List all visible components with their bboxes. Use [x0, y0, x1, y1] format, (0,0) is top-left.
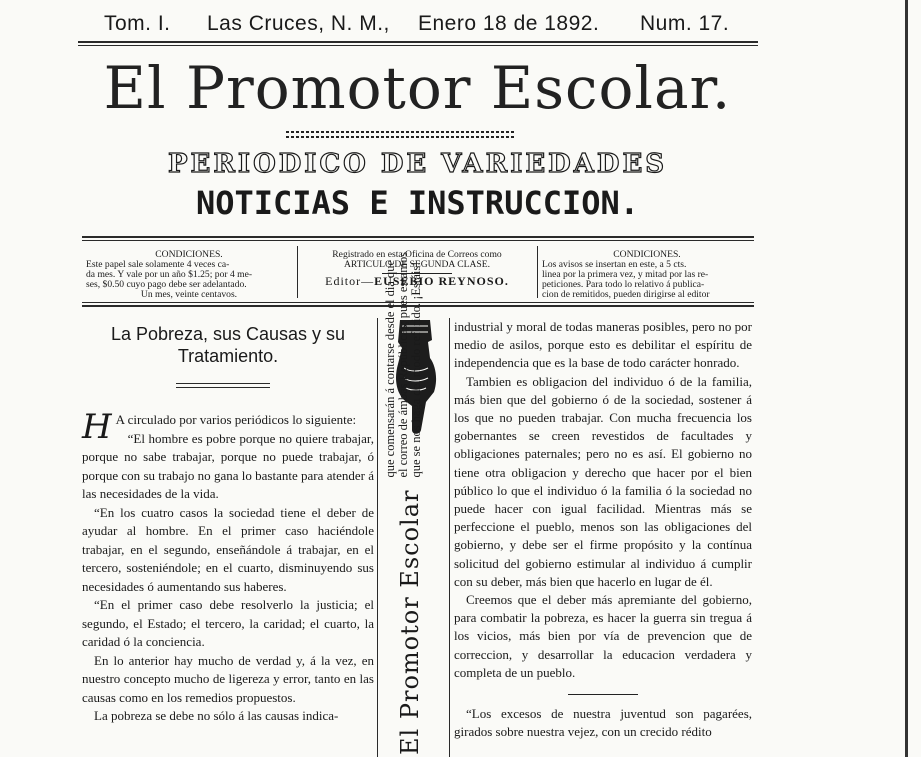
conditions-right-line: cion de remitidos, pueden dirigirse al editor [542, 289, 710, 300]
header-rule-bottom [78, 45, 758, 46]
column-paragraph: Tambien es obligacion del individuo ó de la familia, más bien que del gobierno ó de la sociedad, sostener á los que no pueden trabajar. Con mucha frecuencia los gobernantes se creen revestidos de facultades y obligaciones paternales; pero no es así. El gobierno no tiene otra obligacion y derecho que hacer por el bien público lo que el individuo ó la familia ó la sociedad no puede hacer con igual facilidad. Mientras más se perfeccione el pueblo, menos son las obligaciones del gobierno, y debe ser el firme propósito y la contínua solicitud del gobierno estimular al individuo á cumplir con su deber, más bien que hacerlo en lugar de él. [454, 373, 752, 589]
conditions-left [86, 250, 292, 300]
band-divider-right [537, 246, 538, 298]
editor-name: EUSEBIO REYNOSO. [374, 274, 509, 288]
article-paragraph: “En el primer caso debe resolverlo la justicia; el segundo, el Estado; el tercero, la caridad; el cuarto, la caridad ó la conciencia. [82, 597, 374, 649]
title-underline-2 [176, 387, 270, 388]
masthead-tagline: NOTICIAS E INSTRUCCION. [195, 184, 640, 222]
column-rule-right [449, 318, 450, 757]
section-divider [568, 694, 638, 695]
band-rule-top [82, 236, 754, 238]
ornament-rule-2 [286, 136, 514, 138]
conditions-right-line: linea por la primera vez, y mitad por las re- [542, 269, 709, 280]
page-edge [905, 0, 908, 757]
masthead-title: El Promotor Escolar. [103, 54, 732, 122]
conditions-left-line: Un mes, veinte centavos. [140, 289, 238, 300]
title-underline [176, 383, 270, 384]
place-label: Las Cruces, N. M., [207, 12, 390, 35]
column-rule-left [377, 318, 378, 757]
column-paragraph: “Los excesos de nuestra juventud son pagarées, girados sobre nuestra vejez, con un crecido rédito [454, 706, 752, 740]
date-label: Enero 18 de 1892. [418, 12, 600, 35]
ornament-rule [286, 131, 514, 133]
conditions-right-line: Los avisos se insertan en este, a 5 cts. [542, 259, 687, 270]
vertical-notice [383, 251, 444, 755]
conditions-left-title: CONDICIONES. [155, 249, 223, 260]
article-title: La Pobreza, sus Causas y su Tratamiento. [110, 324, 346, 366]
registration-line: Registrado en esta Oficina de Correos como [332, 249, 502, 260]
article-paragraph: A circulado por varios periódicos lo siguiente: [115, 412, 357, 427]
column-paragraph: Creemos que el deber más apremiante del gobierno, para combatir la pobreza, es hacer la guerra sin tregua á los vicios, más bien por vía de prevencion que de correccion, y desarrollar la educacion verdadera y completa de un pueblo. [454, 592, 752, 680]
conditions-left-line: ses, $0.50 cuyo pago debe ser adelantado. [86, 279, 247, 290]
article-paragraph: En lo anterior hay mucho de verdad y, á la vez, en nuestro concepto mucho de ligereza y error, tanto en las causas como en los remedios propuestos. [82, 652, 374, 705]
dropcap: H [82, 407, 112, 447]
masthead-subtitle: PERIODICO DE VARIEDADES [167, 149, 668, 179]
vertical-notice-line: que comensarán á contarse desde el dia que [383, 259, 397, 478]
conditions-left-line: Este papel sale solamente 4 veces ca- [86, 259, 230, 270]
article-paragraph: “El hombre es pobre porque no quiere trabajar, porque no sabe trabajar, porque no puede trabajar, ó porque con su trabajo no gana lo bastante para atender á las necesidades de la vida. [82, 430, 374, 501]
band-divider-left [297, 246, 298, 298]
band-rule-top-thin [82, 240, 754, 241]
conditions-right-title: CONDICIONES. [613, 249, 681, 260]
vertical-notice-line: que se nos haga del modo referido. ¡Estáis! [409, 261, 423, 478]
conditions-right [542, 250, 752, 300]
issue-number: Num. 17. [640, 12, 730, 35]
article-paragraph: La pobreza se debe no sólo á las causas indica- [94, 708, 339, 723]
conditions-right-line: peticiones. Para todo lo relativo á publica- [542, 279, 705, 290]
header-rule-top [78, 41, 758, 43]
volume-label: Tom. I. [104, 12, 171, 35]
article-body [82, 407, 374, 726]
vertical-notice-headline: El Promotor Escolar [396, 489, 424, 755]
article-paragraph: “En los cuatro casos la sociedad tiene el deber de ayudar al hombre. En el primer caso haciéndole trabajar, en el segundo, enseñándole á trabajar, en el tercero, sosteniéndole; en el cuarto, disminuyendo sus necesidades ó aumentando sus haberes. [82, 504, 374, 594]
vertical-notice-line: el correo de ámbas Repúblicas; pues estamos [396, 251, 410, 478]
editor-label: Editor— [325, 274, 375, 288]
conditions-left-line: da mes. Y vale por un año $1.25; por 4 me- [86, 269, 253, 280]
column-three [454, 318, 752, 741]
column-paragraph: industrial y moral de todas maneras posibles, pero no por medio de asilos, porque esto es debilitar el espíritu de independencia que es la base de todo carácter honrado. [454, 319, 752, 371]
registration-class: ARTICULO DE SEGUNDA CLASE. [344, 259, 490, 270]
